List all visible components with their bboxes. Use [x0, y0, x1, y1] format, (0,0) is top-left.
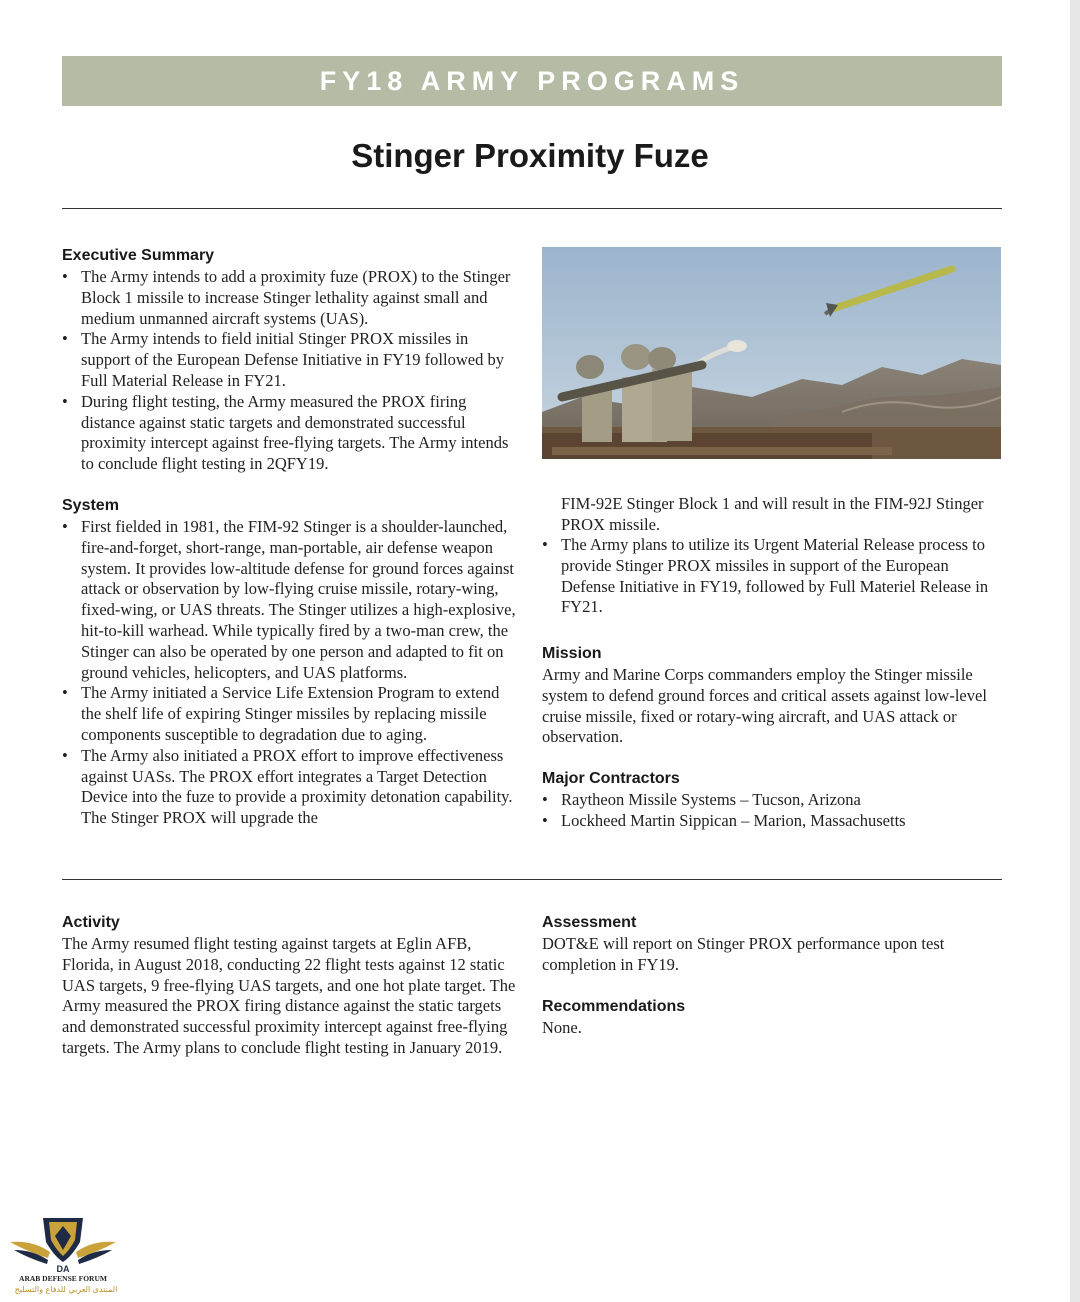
system-heading: System: [62, 497, 119, 514]
activity-heading: Activity: [62, 914, 120, 931]
list-item: • The Army intends to add a proximity fuze (PROX) to the Stinger Block 1 missile to increase Stinger lethality against small and medium unmanned aircraft systems (UAS).: [62, 267, 520, 329]
page-edge: [1070, 0, 1080, 1302]
arab-defense-forum-logo: [8, 1212, 118, 1298]
logo-name: ARAB DEFENSE FORUM: [19, 1274, 107, 1283]
list-item: • Raytheon Missile Systems – Tucson, Arizona: [542, 790, 1000, 811]
assessment-heading: Assessment: [542, 914, 637, 931]
eagle-shield-icon: [8, 1212, 118, 1274]
assessment-text: DOT&E will report on Stinger PROX performance upon test completion in FY19.: [542, 934, 945, 974]
list-item: • First fielded in 1981, the FIM-92 Stinger is a shoulder-launched, fire-and-forget, short-range, man-portable, air defense weapon system. It provides low-altitude defense for ground forces against attack or observation by low-flying cruise missile, rotary-wing, fixed-wing, or UAS threats. The Stinger utilizes a high-explosive, hit-to-kill warhead. While typically fired by a two-man crew, the Stinger can also be operated by one person and adapted to fit on ground vehicles, helicopters, and UAS platforms.: [62, 517, 516, 683]
executive-summary-heading: Executive Summary: [62, 247, 215, 264]
stinger-launch-photo: [542, 247, 1001, 459]
list-item: • The Army initiated a Service Life Extension Program to extend the shelf life of expiring Stinger missiles by replacing missile components susceptible to degradation due to aging.: [62, 683, 516, 745]
mission-heading: Mission: [542, 645, 602, 662]
system-continued-text: FIM-92E Stinger Block 1 and will result in the FIM-92J Stinger PROX missile.: [561, 494, 984, 534]
top-divider: [62, 208, 1002, 209]
list-item: • The Army plans to utilize its Urgent Material Release process to provide Stinger PROX missiles in support of the European Defense Initiative in FY19, followed by Full Materiel Release in FY21.: [542, 535, 1000, 618]
program-banner: FY18 ARMY PROGRAMS: [62, 56, 1002, 106]
mission-text: Army and Marine Corps commanders employ the Stinger missile system to defend ground forces and critical assets against low-level cruise missile, fixed or rotary-wing aircraft, and UAS attack or observation.: [542, 665, 987, 747]
recommendations-text: None.: [542, 1018, 582, 1037]
list-item: • Lockheed Martin Sippican – Marion, Massachusetts: [542, 811, 1000, 832]
page-title: Stinger Proximity Fuze: [351, 137, 709, 174]
list-item: • During flight testing, the Army measured the PROX firing distance against static targets and demonstrated successful proximity intercept against free-flying targets. The Army intends to conclude flight testing in 2QFY19.: [62, 392, 520, 475]
list-item: • The Army also initiated a PROX effort to improve effectiveness against UASs. The PROX effort integrates a Target Detection Device into the fuze to provide a proximity detonation capability. The Stinger PROX will upgrade the: [62, 746, 516, 829]
logo-arabic-name: المنتدى العربي للدفاع والتسليح: [14, 1285, 118, 1294]
activity-text: The Army resumed flight testing against targets at Eglin AFB, Florida, in August 2018, conducting 22 flight tests against 12 static UAS targets, 9 free-flying UAS targets, and one hot plate target. The Army measured the PROX firing distance against the static targets and demonstrated successful proximity intercept against free-flying targets. The Army plans to conclude flight testing in January 2019.: [62, 934, 516, 1057]
recommendations-heading: Recommendations: [542, 998, 686, 1015]
bottom-divider: [62, 879, 1002, 880]
system-list: [62, 517, 516, 829]
contractors-heading: Major Contractors: [542, 770, 680, 787]
list-item: • The Army intends to field initial Stinger PROX missiles in support of the European Defense Initiative in FY19 followed by Full Material Release in FY21.: [62, 329, 520, 391]
logo-badge: DA: [56, 1264, 70, 1274]
stinger-launch-illustration: [542, 247, 1001, 459]
system-list-continued: [542, 535, 1000, 618]
contractors-list: [542, 790, 1000, 832]
executive-summary-list: [62, 267, 520, 475]
system-continued: [542, 494, 1000, 536]
